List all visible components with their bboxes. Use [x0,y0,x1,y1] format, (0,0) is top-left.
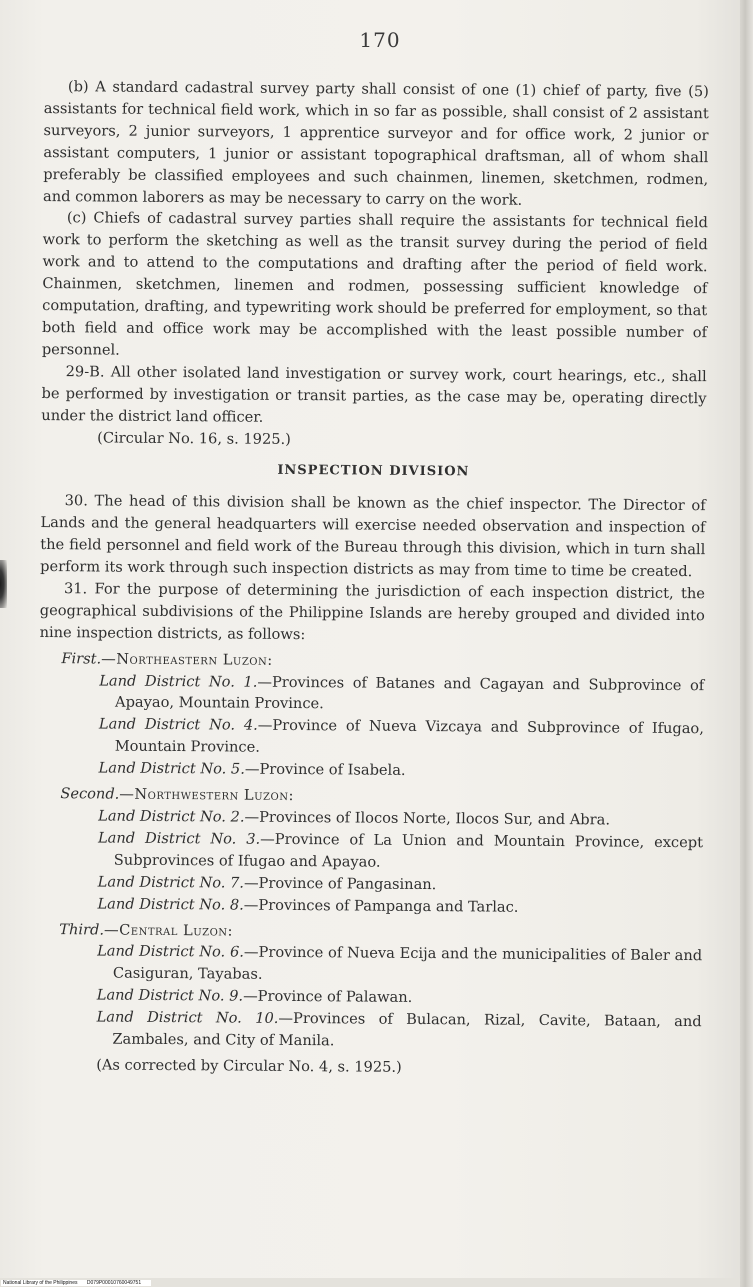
district-name: Land District No. 7. [97,873,245,892]
district-name: Land District No. 2. [98,807,245,826]
district-desc: —Province of Isabela. [244,760,406,780]
district-desc: —Province of Pangasinan. [243,874,437,893]
district-desc: —Provinces of Batanes and Cagayan and Subprovince of Apayao, Mountain Province. [115,673,705,713]
district-desc: —Provinces of Bulacan, Rizal, Cavite, Bataan, and Zambales, and City of Manila. [112,1010,702,1050]
page-edge [740,0,753,1287]
district-entry [99,670,704,719]
district-name: Land District No. 6. [97,942,245,962]
page-body [36,76,709,1081]
page-number: 170 [359,28,401,52]
district-name: Land District No. 4. [98,715,258,735]
district-entry [98,758,703,785]
region-name: —Northwestern Luzon: [119,785,294,805]
district-entry [99,714,704,763]
region-label: Second. [60,785,120,803]
scan-footer [1,1280,151,1286]
footer-library: National Library of the Philippines [3,1280,78,1286]
region-name: —Central Luzon: [103,921,234,940]
district-entry [98,827,703,876]
district-desc: —Province of Nueva Ecija and the municipalities of Baler and Casiguran, Tayabas. [112,944,703,984]
paragraph-29b: 29-B. All other isolated land investigation or survey work, court hearings, etc., shall be performed by investigation or transit parties, as the case may be, operating directly under the district land officer. [41,362,707,426]
district-desc: —Province of La Union and Mountain Province, except Subprovinces of Ifugao and Apayao. [113,830,704,871]
district-name: Land District No. 9. [96,986,244,1005]
district-desc: —Province of Nueva Vizcaya and Subprovince of Ifugao, Mountain Province. [114,717,704,756]
correction-note: (As corrected by Circular No. 4, s. 1925.) [96,1056,402,1076]
district-name: Land District No. 10. [96,1008,279,1028]
footer-code: D079P00010760049751 [86,1280,142,1286]
paragraph-c: (c) Chiefs of cadastral survey parties shall require the assistants for technical field work to perform the sketching as well as the transit survey during the period of field work and to attend to the computations and drafting after the period of field work. Chainmen, sketchmen, linemen and rodmen, possessing sufficient knowledge of computation, drafting, and typewriting work should be preferred for employment, so that both field and office work may be accomplished with the least possible number of personnel. [41,209,708,359]
paragraph-b: (b) A standard cadastral survey party shall consist of one (1) chief of party, five (5) assistants for technical field work, which in so far as possible, shall consist of 2 assistant surveyors, 2 junior surveyors, 1 apprentice surveyor and for office work, 2 junior or assistant computers, 1 junior or assistant topographical draftsman, all of whom shall preferably be classified employees and such chainmen, linemen, sketchmen, rodmen, and common laborers as may be necessary to carry on the work. [42,78,709,209]
district-name: Land District No. 8. [97,895,244,914]
section-heading: INSPECTION DIVISION [277,463,470,480]
district-name: Land District No. 1. [99,672,258,691]
region-name: —Northeastern Luzon: [101,650,273,669]
district-entry [97,941,702,990]
paragraph-30: 30. The head of this division shall be known as the chief inspector. The Director of Lands and the general headquarters will exercise needed observation and inspection of the field personnel and field work of the Bureau through this division, which in turn shall perform its work through such inspection districts as may from time to time be created. [40,492,706,581]
region-label: Third. [59,920,105,939]
district-entry [97,893,702,920]
district-desc: —Provinces of Ilocos Norte, Ilocos Sur, and Abra. [244,808,611,829]
district-name: Land District No. 5. [98,759,245,778]
binding-shadow [0,560,7,608]
citation: (Circular No. 16, s. 1925.) [97,428,291,448]
district-name: Land District No. 3. [97,829,261,848]
district-desc: —Province of Palawan. [243,987,413,1007]
district-desc: —Provinces of Pampanga and Tarlac. [243,896,519,916]
district-entry [96,1007,701,1056]
region-label: First. [61,649,102,668]
paragraph-31: 31. For the purpose of determining the jurisdiction of each inspection district, the geographical subdivisions of the Philippine Islands are hereby grouped and divided into nine inspection districts, as follows: [39,580,706,643]
